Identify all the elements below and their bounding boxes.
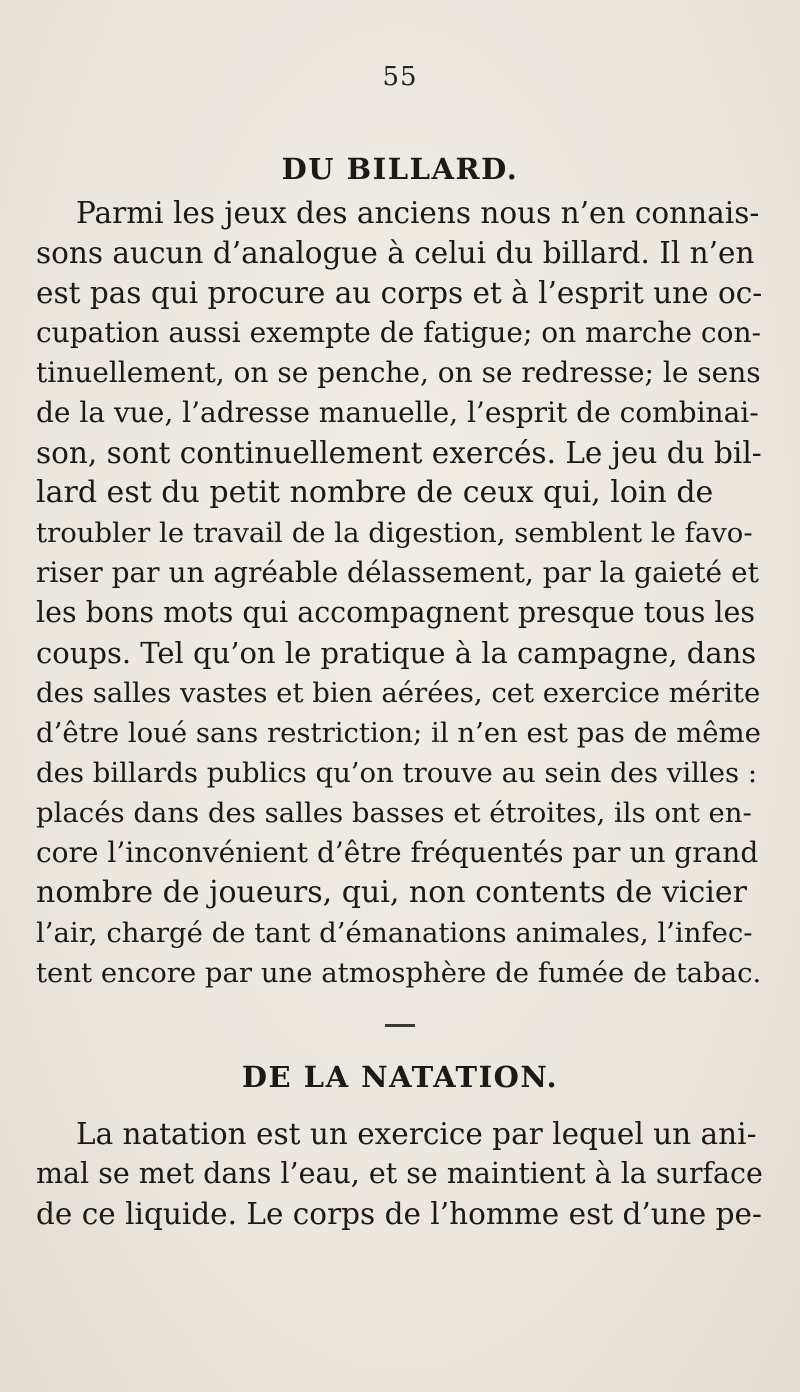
- text-line: des salles vastes et bien aérées, cet exercice mérite: [36, 677, 761, 709]
- text-line: cupation aussi exempte de fatigue; on marche con-: [36, 316, 761, 349]
- text-line: nombre de joueurs, qui, non contents de vicier: [36, 875, 747, 910]
- page-number: 55: [382, 62, 418, 92]
- text-line: les bons mots qui accompagnent presque tous les: [36, 596, 756, 629]
- text-line: l’air, chargé de tant d’émanations animales, l’infec-: [36, 917, 753, 949]
- text-line: core l’inconvénient d’être fréquentés par un grand: [36, 836, 759, 869]
- section-title-billard: DU BILLARD.: [281, 152, 519, 186]
- text-line: sons aucun d’analogue à celui du billard. Il n’en: [36, 236, 755, 270]
- text-line: son, sont continuellement exercés. Le jeu du bil-: [36, 436, 762, 470]
- text-line: de ce liquide. Le corps de l’homme est d’une pe-: [36, 1197, 762, 1231]
- text-line: La natation est un exercice par lequel un ani-: [76, 1117, 757, 1151]
- text-line: Parmi les jeux des anciens nous n’en connais-: [76, 196, 760, 230]
- section-title-natation: DE LA NATATION.: [241, 1060, 559, 1094]
- text-line: coups. Tel qu’on le pratique à la campagne, dans: [36, 636, 757, 670]
- text-line: lard est du petit nombre de ceux qui, loin de: [36, 475, 714, 510]
- section-divider: [385, 1024, 415, 1027]
- text-line: tent encore par une atmosphère de fumée de tabac.: [36, 957, 762, 989]
- text-line: placés dans des salles basses et étroites, ils ont en-: [36, 797, 752, 829]
- text-line: est pas qui procure au corps et à l’esprit une oc-: [36, 276, 763, 310]
- paragraph-natation: [36, 1114, 800, 1234]
- text-line: de la vue, l’adresse manuelle, l’esprit de combinai-: [36, 396, 759, 429]
- paragraph-billard: [36, 193, 800, 993]
- text-line: des billards publics qu’on trouve au sein des villes :: [36, 757, 758, 789]
- text-line: tinuellement, on se penche, on se redresse; le sens: [36, 356, 761, 389]
- text-line: troubler le travail de la digestion, semblent le favo-: [36, 517, 753, 549]
- text-line: riser par un agréable délassement, par la gaieté et: [36, 556, 759, 589]
- text-line: mal se met dans l’eau, et se maintient à la surface: [36, 1157, 763, 1190]
- text-line: d’être loué sans restriction; il n’en est pas de même: [36, 717, 761, 749]
